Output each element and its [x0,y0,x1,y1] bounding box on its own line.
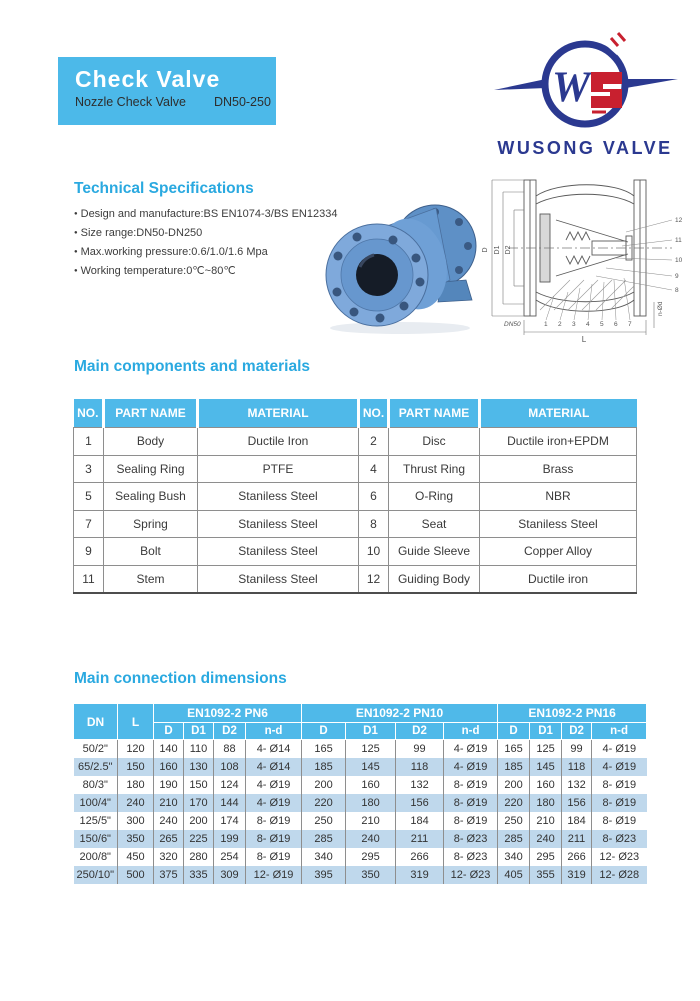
table-cell: 108 [214,758,246,776]
table-cell: 211 [396,830,444,848]
col-header-d1: D1 [346,723,396,740]
svg-text:W: W [552,64,591,111]
table-cell: 8- Ø23 [444,830,498,848]
table-cell: Thrust Ring [389,455,480,483]
dimensions-table [73,703,647,884]
table-cell: 4- Ø19 [246,776,302,794]
components-table [73,399,637,594]
table-cell: 200/8" [74,848,118,866]
drawing-dim-l: L [581,335,587,344]
drawing-part-number: 2 [558,321,562,328]
table-row [74,565,637,593]
company-logo [488,28,688,160]
table-cell: 266 [396,848,444,866]
drawing-part-number: 11 [675,237,682,244]
table-cell: 180 [346,794,396,812]
drawing-part-number: 12 [675,217,683,224]
table-cell: 375 [154,866,184,884]
table-row [74,758,647,776]
table-cell: 12- Ø23 [444,866,498,884]
table-cell: 8 [359,510,389,538]
table-cell: 250/10" [74,866,118,884]
table-row [74,455,637,483]
section-heading-dimensions: Main connection dimensions [74,670,287,687]
table-cell: 5 [74,483,104,511]
table-cell: 156 [396,794,444,812]
table-cell: Staniless Steel [198,510,359,538]
table-cell: 150/6" [74,830,118,848]
table-cell: 309 [214,866,246,884]
col-header-nd: n-d [444,723,498,740]
table-cell: 130 [184,758,214,776]
group-header-pn6: EN1092-2 PN6 [154,704,302,723]
table-cell: 4- Ø14 [246,758,302,776]
table-cell: Ductile Iron [198,428,359,456]
drawing-part-number: 4 [586,321,590,328]
table-cell: 180 [530,794,562,812]
spec-item: ● Design and manufacture:BS EN1074-3/BS EN12334 [74,205,337,224]
table-cell: 125/5" [74,812,118,830]
table-cell: 174 [214,812,246,830]
table-cell: 4- Ø19 [444,758,498,776]
spec-item: ● Max.working pressure:0.6/1.0/1.6 Mpa [74,243,337,262]
col-header-material: MATERIAL [198,399,359,428]
table-cell: 99 [396,740,444,759]
drawing-part-number: 3 [572,321,576,328]
col-header-nd: n-d [246,723,302,740]
spec-item: ● Size range:DN50-DN250 [74,224,337,243]
table-row [74,538,637,566]
table-cell: 4- Ø14 [246,740,302,759]
table-cell: 200 [498,776,530,794]
table-cell: 200 [184,812,214,830]
table-cell: 335 [184,866,214,884]
table-cell: 190 [154,776,184,794]
table-cell: 350 [118,830,154,848]
table-cell: Guide Sleeve [389,538,480,566]
product-banner [58,57,276,125]
table-cell: 405 [498,866,530,884]
table-row [74,830,647,848]
col-header-d: D [154,723,184,740]
table-cell: O-Ring [389,483,480,511]
col-header-material: MATERIAL [480,399,637,428]
table-cell: 145 [530,758,562,776]
table-cell: 300 [118,812,154,830]
col-header-d1: D1 [184,723,214,740]
table-cell: 12- Ø23 [592,848,647,866]
table-cell: 160 [154,758,184,776]
table-cell: 12- Ø19 [246,866,302,884]
col-header-part-name: PART NAME [389,399,480,428]
drawing-nd-label: n-Ød [657,301,664,316]
table-cell: 10 [359,538,389,566]
table-row [74,794,647,812]
table-cell: 295 [530,848,562,866]
table-cell: 220 [302,794,346,812]
table-cell: 240 [530,830,562,848]
table-cell: 11 [74,565,104,593]
table-cell: 8- Ø19 [246,830,302,848]
table-cell: 170 [184,794,214,812]
table-cell: 160 [530,776,562,794]
col-header-part-name: PART NAME [104,399,198,428]
drawing-part-number: 7 [628,321,632,328]
drawing-part-number: 10 [675,257,683,264]
table-cell: 225 [184,830,214,848]
section-heading-technical-specifications: Technical Specifications [74,180,254,197]
table-cell: Brass [480,455,637,483]
col-header-l: L [118,704,154,740]
table-cell: NBR [480,483,637,511]
table-cell: Sealing Bush [104,483,198,511]
table-cell: 265 [154,830,184,848]
table-cell: 125 [346,740,396,759]
table-cell: 210 [346,812,396,830]
table-cell: 8- Ø19 [444,812,498,830]
table-cell: 319 [396,866,444,884]
table-cell: 184 [562,812,592,830]
table-cell: 12- Ø28 [592,866,647,884]
table-cell: 140 [154,740,184,759]
table-cell: 4 [359,455,389,483]
table-cell: 118 [396,758,444,776]
table-cell: 350 [346,866,396,884]
drawing-part-number: 5 [600,321,604,328]
table-cell: Staniless Steel [480,510,637,538]
table-row [74,812,647,830]
table-cell: 211 [562,830,592,848]
table-cell: 132 [562,776,592,794]
table-cell: 80/3" [74,776,118,794]
table-cell: 8- Ø19 [444,776,498,794]
table-cell: 6 [359,483,389,511]
drawing-part-number: 9 [675,273,679,280]
table-cell: 50/2" [74,740,118,759]
product-subtitle: Nozzle Check Valve [75,95,186,109]
drawing-dim-d1: D1 [494,245,501,255]
table-cell: Sealing Ring [104,455,198,483]
product-size-range: DN50-250 [213,95,271,109]
table-cell: Bolt [104,538,198,566]
group-header-pn16: EN1092-2 PN16 [498,704,647,723]
table-cell: 4- Ø19 [592,758,647,776]
table-cell: 240 [154,812,184,830]
table-cell: 3 [74,455,104,483]
table-cell: 8- Ø19 [592,794,647,812]
col-header-d: D [498,723,530,740]
table-cell: 165 [498,740,530,759]
col-header-no: NO. [359,399,389,428]
table-cell: 7 [74,510,104,538]
table-cell: Ductile iron [480,565,637,593]
table-row [74,510,637,538]
drawing-dim-d: D [482,247,489,253]
table-cell: 240 [346,830,396,848]
col-header-no: NO. [74,399,104,428]
table-cell: PTFE [198,455,359,483]
table-cell: 340 [302,848,346,866]
table-cell: 355 [530,866,562,884]
product-photo [316,188,484,343]
table-row [74,848,647,866]
table-cell: 450 [118,848,154,866]
col-header-dn: DN [74,704,118,740]
drawing-dim-d2: D2 [505,245,512,255]
table-cell: 254 [214,848,246,866]
table-cell: 184 [396,812,444,830]
table-cell: Staniless Steel [198,565,359,593]
table-cell: 125 [530,740,562,759]
table-cell: 1 [74,428,104,456]
table-cell: 210 [530,812,562,830]
col-header-d: D [302,723,346,740]
table-cell: 132 [396,776,444,794]
table-cell: 160 [346,776,396,794]
col-header-d1: D1 [530,723,562,740]
table-cell: 4- Ø19 [592,740,647,759]
product-title: Check Valve [75,66,221,92]
table-cell: 280 [184,848,214,866]
table-cell: 200 [302,776,346,794]
table-cell: Body [104,428,198,456]
table-cell: 320 [154,848,184,866]
dimensions-header-row-groups [74,704,647,723]
group-header-pn10: EN1092-2 PN10 [302,704,498,723]
col-header-d2: D2 [396,723,444,740]
dimensions-header-row-subcols [74,723,647,740]
valve-photo-image [316,188,484,338]
table-cell: 110 [184,740,214,759]
drawing-part-number: 6 [614,321,618,328]
table-cell: 9 [74,538,104,566]
table-cell: 295 [346,848,396,866]
product-subtitle-row [75,95,276,109]
table-row [74,866,647,884]
col-header-d2: D2 [214,723,246,740]
table-cell: Staniless Steel [198,538,359,566]
table-cell: 185 [498,758,530,776]
table-cell: 150 [184,776,214,794]
table-cell: 165 [302,740,346,759]
table-cell: 220 [498,794,530,812]
table-cell: Stem [104,565,198,593]
table-row [74,776,647,794]
table-cell: 100/4" [74,794,118,812]
table-cell: 250 [498,812,530,830]
table-cell: 8- Ø23 [444,848,498,866]
table-cell: 500 [118,866,154,884]
table-cell: 124 [214,776,246,794]
table-cell: 266 [562,848,592,866]
valve-section-drawing-image [476,170,696,350]
drawing-part-number: 1 [544,321,548,328]
table-cell: Copper Alloy [480,538,637,566]
spec-item: ● Working temperature:0℃~80℃ [74,262,337,281]
table-cell: 12 [359,565,389,593]
components-header-row [74,399,637,428]
col-header-d2: D2 [562,723,592,740]
table-cell: 88 [214,740,246,759]
table-row [74,483,637,511]
table-cell: 8- Ø19 [592,776,647,794]
table-row [74,740,647,759]
table-cell: 340 [498,848,530,866]
table-cell: 4- Ø19 [444,740,498,759]
table-cell: Ductile iron+EPDM [480,428,637,456]
table-cell: 144 [214,794,246,812]
table-cell: 120 [118,740,154,759]
table-cell: 65/2.5" [74,758,118,776]
table-cell: 185 [302,758,346,776]
table-cell: 285 [302,830,346,848]
table-cell: 319 [562,866,592,884]
table-cell: 240 [118,794,154,812]
table-cell: 2 [359,428,389,456]
technical-drawing [476,170,696,355]
table-cell: 8- Ø23 [592,830,647,848]
table-cell: 99 [562,740,592,759]
col-header-nd: n-d [592,723,647,740]
brand-name: WUSONG VALVE [497,138,673,158]
table-cell: 150 [118,758,154,776]
table-cell: 199 [214,830,246,848]
table-cell: Staniless Steel [198,483,359,511]
table-cell: 395 [302,866,346,884]
table-cell: 210 [154,794,184,812]
table-cell: 4- Ø19 [246,794,302,812]
table-cell: 285 [498,830,530,848]
table-cell: Disc [389,428,480,456]
table-cell: 8- Ø19 [592,812,647,830]
table-row [74,428,637,456]
table-cell: Seat [389,510,480,538]
wusong-logo-icon [488,28,688,160]
table-cell: Spring [104,510,198,538]
table-cell: 156 [562,794,592,812]
drawing-dn-label: DN50 [504,321,521,328]
table-cell: 145 [346,758,396,776]
table-cell: 8- Ø19 [444,794,498,812]
drawing-part-number: 8 [675,287,679,294]
spec-list [74,205,337,281]
table-cell: 180 [118,776,154,794]
table-cell: 250 [302,812,346,830]
table-cell: Guiding Body [389,565,480,593]
table-cell: 8- Ø19 [246,812,302,830]
table-cell: 118 [562,758,592,776]
table-cell: 8- Ø19 [246,848,302,866]
section-heading-components: Main components and materials [74,358,310,375]
